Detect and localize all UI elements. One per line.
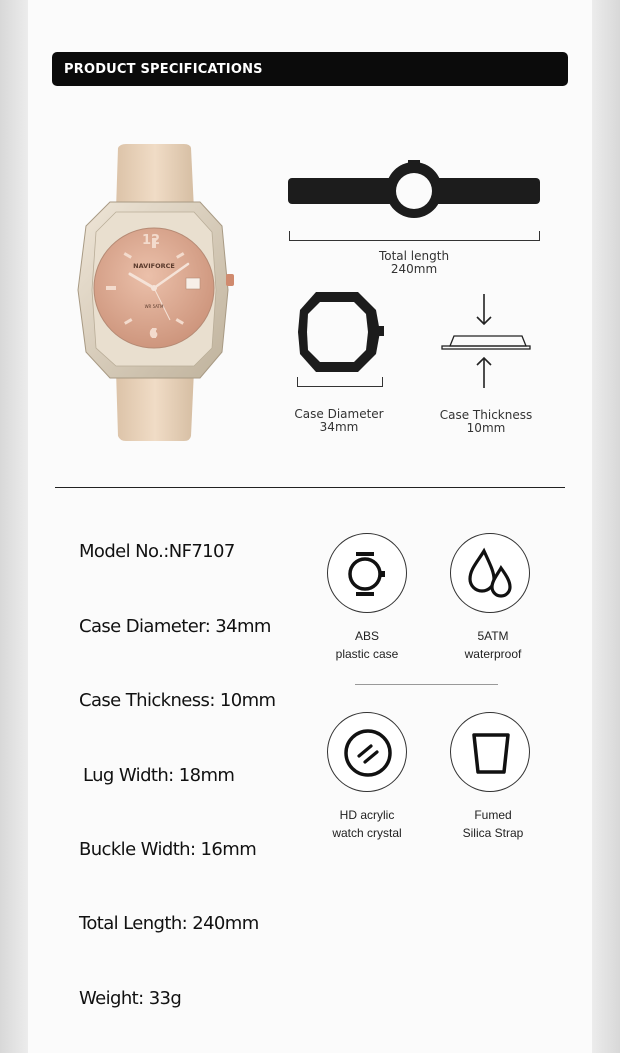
- total-length-label: Total length: [378, 249, 450, 263]
- section-banner: [52, 52, 568, 86]
- feature-strap-text: [433, 806, 553, 842]
- feature-waterproof-line1: 5ATM: [477, 629, 509, 643]
- case-thickness-caption: [426, 409, 546, 435]
- feature-crystal-circle: [327, 712, 407, 792]
- total-length-caption: [354, 250, 474, 276]
- strap-length-diagram: [286, 160, 542, 220]
- watch-product-image: [70, 140, 250, 445]
- feature-waterproof-line2: waterproof: [464, 647, 522, 661]
- spec-total-length: Total Length: 240mm: [79, 913, 259, 934]
- svg-text:6: 6: [149, 327, 159, 342]
- case-thickness-value: 10mm: [466, 421, 506, 435]
- feature-waterproof-text: [433, 627, 553, 663]
- spec-case-thickness: Case Thickness: 10mm: [79, 690, 276, 711]
- section-divider: [55, 487, 565, 488]
- watch-case-icon: [328, 534, 408, 614]
- page-edge-left: [0, 0, 28, 1053]
- case-thickness-label: Case Thickness: [439, 408, 533, 422]
- feature-divider: [355, 684, 498, 685]
- feature-strap-circle: [450, 712, 530, 792]
- water-drops-icon: [451, 534, 531, 614]
- feature-crystal-text: [307, 806, 427, 842]
- case-diameter-caption: [279, 408, 399, 434]
- feature-waterproof-circle: [450, 533, 530, 613]
- strap-icon: [451, 713, 531, 793]
- spec-buckle-width: Buckle Width: 16mm: [79, 839, 257, 860]
- spec-weight: Weight: 33g: [79, 988, 182, 1009]
- case-thickness-diagram: [438, 290, 534, 390]
- spec-case-diameter: Case Diameter: 34mm: [79, 616, 271, 637]
- case-diameter-diagram: [294, 286, 386, 378]
- watch-dial-text: WR 5ATM: [144, 304, 164, 309]
- feature-strap-line2: Silica Strap: [462, 826, 524, 840]
- case-diameter-value: 34mm: [319, 420, 359, 434]
- spec-model-number: Model No.:NF7107: [79, 541, 235, 562]
- case-diameter-label: Case Diameter: [294, 407, 384, 421]
- feature-abs-line2: plastic case: [335, 647, 399, 661]
- total-length-value: 240mm: [390, 262, 438, 276]
- crystal-icon: [328, 713, 408, 793]
- total-length-bracket: [289, 231, 540, 241]
- feature-abs-circle: [327, 533, 407, 613]
- case-diameter-bracket: [297, 377, 383, 387]
- watch-brand: NAVIFORCE: [133, 262, 175, 270]
- feature-crystal-line1: HD acrylic: [339, 808, 395, 822]
- feature-abs-text: [307, 627, 427, 663]
- feature-strap-line1: Fumed: [474, 808, 512, 822]
- spec-lug-width: Lug Width: 18mm: [83, 765, 235, 786]
- page-edge-right: [592, 0, 620, 1053]
- feature-abs-line1: ABS: [354, 629, 379, 643]
- svg-text:12: 12: [142, 233, 161, 248]
- banner-title: PRODUCT SPECIFICATIONS: [64, 62, 263, 77]
- feature-crystal-line2: watch crystal: [332, 826, 402, 840]
